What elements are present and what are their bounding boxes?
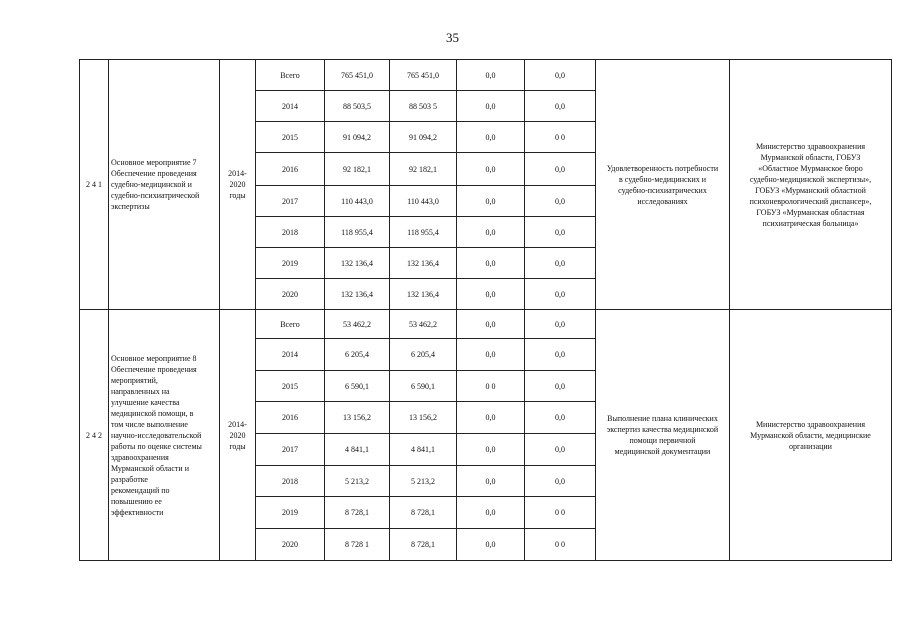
year-cell: 2017	[256, 434, 325, 466]
item-period-text: 2014- 2020 годы	[228, 419, 247, 451]
value-cell-v4: 0,0	[525, 186, 596, 217]
year-cell: 2015	[256, 122, 325, 153]
value-cell-v2: 765 451,0	[390, 60, 457, 91]
value-cell-v2: 8 728,1	[390, 497, 457, 529]
value-cell-v1: 4 841,1	[325, 434, 390, 466]
value-cell-v2: 6 205,4	[390, 339, 457, 371]
item-name	[109, 310, 220, 561]
value-cell-v3: 0,0	[457, 248, 525, 279]
value-cell-v2: 4 841,1	[390, 434, 457, 466]
value-cell-v3: 0,0	[457, 153, 525, 186]
executors-text: Министерство здравоохранения Мурманской области, медицинские организации	[750, 419, 871, 451]
item-period	[220, 60, 256, 310]
year-cell: 2016	[256, 402, 325, 434]
item-period	[220, 310, 256, 561]
value-cell-v4: 0,0	[525, 279, 596, 310]
item-name-text: Основное мероприятие 7 Обеспечение проведения судебно-медицинской и судебно-психиатрической экспертизы	[111, 158, 200, 211]
value-cell-v4: 0,0	[525, 402, 596, 434]
value-cell-v2: 8 728,1	[390, 529, 457, 561]
value-cell-v3: 0,0	[457, 279, 525, 310]
year-cell: 2017	[256, 186, 325, 217]
value-cell-v4: 0,0	[525, 153, 596, 186]
executors-cell	[730, 310, 892, 561]
year-cell: 2014	[256, 339, 325, 371]
value-cell-v1: 91 094,2	[325, 122, 390, 153]
table-body	[80, 60, 892, 561]
year-cell: 2018	[256, 217, 325, 248]
indicator-cell	[596, 60, 730, 310]
value-cell-v1: 6 590,1	[325, 371, 390, 402]
value-cell-v3: 0,0	[457, 60, 525, 91]
year-cell: 2020	[256, 279, 325, 310]
value-cell-v1: 88 503,5	[325, 91, 390, 122]
value-cell-v1: 5 213,2	[325, 466, 390, 497]
value-cell-v1: 8 728 1	[325, 529, 390, 561]
program-table	[79, 59, 892, 561]
item-number	[80, 310, 109, 561]
value-cell-v2: 13 156,2	[390, 402, 457, 434]
value-cell-v1: 765 451,0	[325, 60, 390, 91]
value-cell-v1: 13 156,2	[325, 402, 390, 434]
year-cell: Всего	[256, 310, 325, 339]
value-cell-v4: 0,0	[525, 310, 596, 339]
value-cell-v3: 0,0	[457, 91, 525, 122]
year-cell: 2016	[256, 153, 325, 186]
page-number: 35	[446, 30, 459, 45]
indicator-text: Выполнение плана клинических экспертиз качества медицинской помощи первичной медицинской документации	[606, 414, 719, 456]
item-period-text: 2014- 2020 годы	[228, 169, 247, 200]
item-number	[80, 60, 109, 310]
value-cell-v3: 0,0	[457, 529, 525, 561]
value-cell-v2: 92 182,1	[390, 153, 457, 186]
value-cell-v3: 0,0	[457, 497, 525, 529]
executors-text: Министерство здравоохранения Мурманской области, ГОБУЗ «Областное Мурманское бюро судебно-медицинской экспертизы», ГОБУЗ «Мурманский областной психоневрологический диспансер», ГОБУЗ «Мурманская областная психиатрическая больница»	[749, 141, 872, 228]
value-cell-v3: 0,0	[457, 186, 525, 217]
value-cell-v3: 0,0	[457, 339, 525, 371]
value-cell-v4: 0,0	[525, 248, 596, 279]
table-row	[80, 310, 892, 339]
value-cell-v3: 0,0	[457, 466, 525, 497]
year-cell: 2020	[256, 529, 325, 561]
item-number-text: 2 4 2	[86, 430, 102, 440]
indicator-cell	[596, 310, 730, 561]
value-cell-v1: 6 205,4	[325, 339, 390, 371]
value-cell-v4: 0,0	[525, 371, 596, 402]
value-cell-v3: 0,0	[457, 122, 525, 153]
value-cell-v4: 0 0	[525, 529, 596, 561]
value-cell-v1: 8 728,1	[325, 497, 390, 529]
value-cell-v2: 53 462,2	[390, 310, 457, 339]
value-cell-v1: 132 136,4	[325, 248, 390, 279]
value-cell-v2: 132 136,4	[390, 279, 457, 310]
year-cell: 2019	[256, 248, 325, 279]
value-cell-v2: 110 443,0	[390, 186, 457, 217]
item-number-text: 2 4 1	[86, 180, 102, 189]
item-name-text: Основное мероприятие 8 Обеспечение проведения мероприятий, направленных на улучшение качества медицинской помощи, в том числе выполнение научно-исследовательской работы по оценке системы здравоохранения Мурманской области и разработке рекомендаций по повышению ее эффективности	[111, 353, 202, 517]
year-cell: 2014	[256, 91, 325, 122]
year-cell: 2015	[256, 371, 325, 402]
value-cell-v4: 0,0	[525, 60, 596, 91]
value-cell-v1: 92 182,1	[325, 153, 390, 186]
value-cell-v1: 132 136,4	[325, 279, 390, 310]
value-cell-v4: 0,0	[525, 466, 596, 497]
item-name	[109, 60, 220, 310]
value-cell-v3: 0 0	[457, 371, 525, 402]
value-cell-v4: 0,0	[525, 339, 596, 371]
value-cell-v3: 0,0	[457, 434, 525, 466]
value-cell-v4: 0 0	[525, 122, 596, 153]
value-cell-v1: 118 955,4	[325, 217, 390, 248]
value-cell-v2: 91 094,2	[390, 122, 457, 153]
year-cell: 2018	[256, 466, 325, 497]
value-cell-v2: 118 955,4	[390, 217, 457, 248]
value-cell-v1: 110 443,0	[325, 186, 390, 217]
value-cell-v3: 0,0	[457, 310, 525, 339]
year-cell: Всего	[256, 60, 325, 91]
table-row	[80, 60, 892, 91]
value-cell-v3: 0,0	[457, 402, 525, 434]
value-cell-v2: 5 213,2	[390, 466, 457, 497]
value-cell-v2: 132 136,4	[390, 248, 457, 279]
value-cell-v2: 6 590,1	[390, 371, 457, 402]
value-cell-v3: 0,0	[457, 217, 525, 248]
year-cell: 2019	[256, 497, 325, 529]
value-cell-v1: 53 462,2	[325, 310, 390, 339]
value-cell-v4: 0 0	[525, 497, 596, 529]
value-cell-v4: 0,0	[525, 91, 596, 122]
executors-cell	[730, 60, 892, 310]
value-cell-v4: 0,0	[525, 434, 596, 466]
indicator-text: Удовлетворенность потребности в судебно-медицинских и судебно-психиатрических исследованиях	[606, 163, 719, 206]
value-cell-v2: 88 503 5	[390, 91, 457, 122]
value-cell-v4: 0,0	[525, 217, 596, 248]
